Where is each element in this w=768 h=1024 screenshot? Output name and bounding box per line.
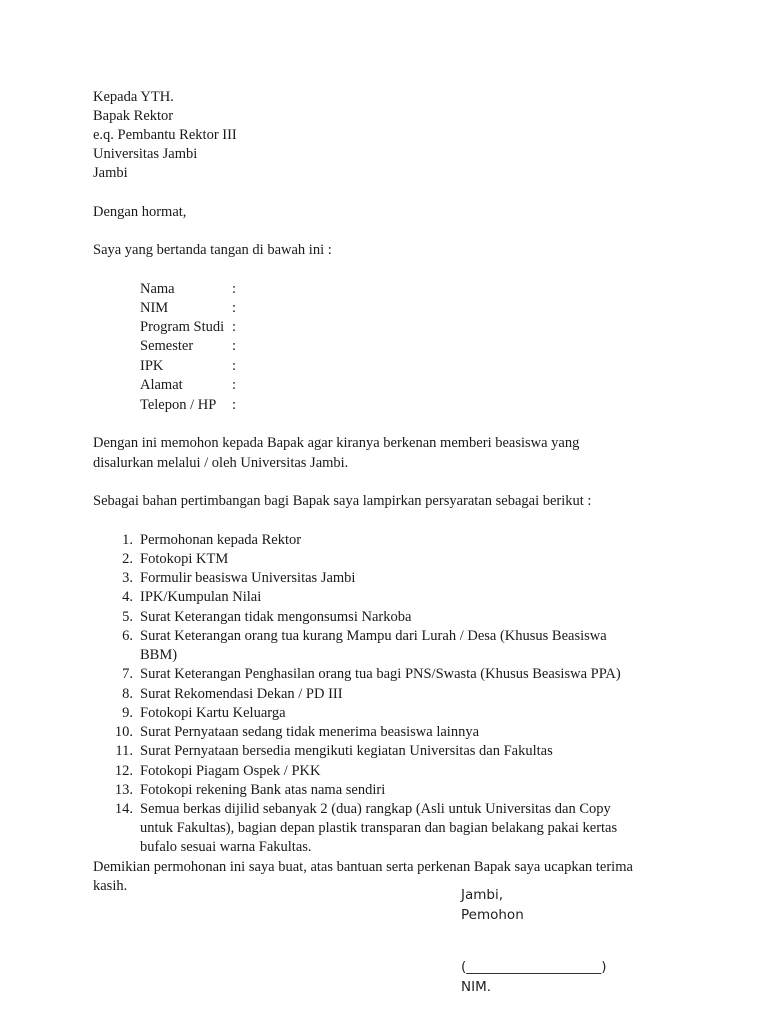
- list-item-number: 10.: [114, 724, 133, 740]
- field-label-program-studi: Program Studi: [140, 319, 225, 335]
- field-colon: :: [232, 338, 237, 354]
- list-item: IPK/Kumpulan Nilai: [140, 589, 262, 605]
- list-item: Surat Pernyataan sedang tidak menerima beasiswa lainnya: [140, 724, 480, 740]
- list-item: Fotokopi rekening Bank atas nama sendiri: [140, 782, 386, 798]
- request-line-1: Dengan ini memohon kepada Bapak agar kiranya berkenan memberi beasiswa yang: [93, 435, 580, 451]
- field-colon: :: [232, 358, 237, 374]
- recipient-line-3: e.q. Pembantu Rektor III: [93, 127, 237, 143]
- list-item: Surat Keterangan orang tua kurang Mampu dari Lurah / Desa (Khusus Beasiswa: [140, 628, 607, 644]
- signature-nim: NIM.: [461, 979, 492, 995]
- list-item: Surat Keterangan tidak mengonsumsi Narkoba: [140, 609, 412, 625]
- list-item-number: 8.: [122, 686, 133, 702]
- list-item-number: 1.: [122, 532, 133, 548]
- list-item-number: 6.: [122, 628, 133, 644]
- attachments-intro: Sebagai bahan pertimbangan bagi Bapak saya lampirkan persyaratan sebagai berikut :: [93, 493, 592, 509]
- request-line-2: disalurkan melalui / oleh Universitas Jambi.: [93, 455, 349, 471]
- field-label-nama: Nama: [140, 281, 175, 297]
- list-item-number: 4.: [122, 589, 133, 605]
- greeting: Dengan hormat,: [93, 204, 187, 220]
- list-item-number: 13.: [114, 782, 133, 798]
- field-label-ipk: IPK: [140, 358, 164, 374]
- field-colon: :: [232, 397, 237, 413]
- list-item: Surat Rekomendasi Dekan / PD III: [140, 686, 343, 702]
- field-colon: :: [232, 300, 237, 316]
- list-item: Fotokopi Piagam Ospek / PKK: [140, 763, 321, 779]
- list-item-number: 5.: [122, 609, 133, 625]
- list-item-number: 9.: [122, 705, 133, 721]
- list-item-continuation: untuk Fakultas), bagian depan plastik transparan dan bagian belakang pakai kertas: [140, 820, 618, 836]
- field-label-telepon: Telepon / HP: [140, 397, 217, 413]
- list-item-continuation: BBM): [140, 647, 178, 663]
- signature-place: Jambi,: [461, 887, 504, 903]
- closing-line-2: kasih.: [93, 878, 128, 894]
- list-item-number: 2.: [122, 551, 133, 567]
- list-item-number: 14.: [114, 801, 133, 817]
- recipient-line-2: Bapak Rektor: [93, 108, 174, 124]
- closing-line-1: Demikian permohonan ini saya buat, atas bantuan serta perkenan Bapak saya ucapkan terima: [93, 859, 633, 875]
- recipient-line-5: Jambi: [93, 165, 128, 181]
- list-item: Permohonan kepada Rektor: [140, 532, 302, 548]
- list-item-number: 12.: [114, 763, 133, 779]
- list-item-continuation: bufalo sesuai warna Fakultas.: [140, 839, 312, 855]
- field-colon: :: [232, 281, 237, 297]
- list-item: Formulir beasiswa Universitas Jambi: [140, 570, 356, 586]
- field-label-nim: NIM: [140, 300, 169, 316]
- list-item-number: 7.: [122, 666, 133, 682]
- signature-name-blank: (____________________): [461, 959, 607, 975]
- field-colon: :: [232, 377, 237, 393]
- list-item: Surat Keterangan Penghasilan orang tua bagi PNS/Swasta (Khusus Beasiswa PPA): [140, 666, 621, 682]
- list-item: Semua berkas dijilid sebanyak 2 (dua) rangkap (Asli untuk Universitas dan Copy: [140, 801, 611, 817]
- list-item: Fotokopi Kartu Keluarga: [140, 705, 286, 721]
- list-item: Fotokopi KTM: [140, 551, 229, 567]
- field-label-semester: Semester: [140, 338, 194, 354]
- list-item-number: 11.: [115, 743, 133, 759]
- intro-text: Saya yang bertanda tangan di bawah ini :: [93, 242, 332, 258]
- recipient-line-1: Kepada YTH.: [93, 89, 174, 105]
- list-item-number: 3.: [122, 570, 133, 586]
- list-item: Surat Pernyataan bersedia mengikuti kegiatan Universitas dan Fakultas: [140, 743, 553, 759]
- recipient-line-4: Universitas Jambi: [93, 146, 198, 162]
- signature-role: Pemohon: [461, 907, 524, 923]
- field-colon: :: [232, 319, 237, 335]
- field-label-alamat: Alamat: [140, 377, 183, 393]
